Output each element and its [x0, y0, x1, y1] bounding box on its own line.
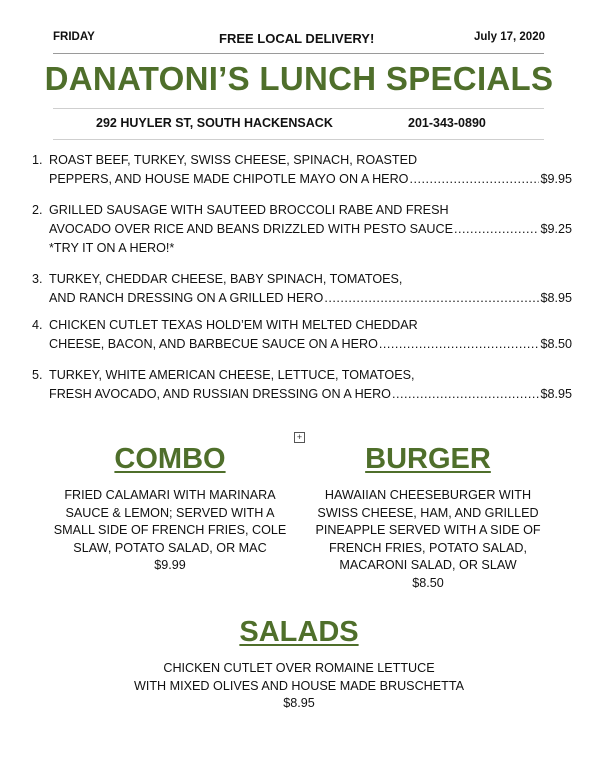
divider-top	[53, 53, 544, 54]
salads-line: WITH MIXED OLIVES AND HOUSE MADE BRUSCHETTA	[133, 678, 465, 693]
combo-price: $9.99	[154, 558, 186, 572]
divider-address-top	[53, 108, 544, 109]
address: 292 HUYLER ST, SOUTH HACKENSACK	[96, 116, 333, 130]
dot-leader	[409, 170, 539, 189]
special-number: 3.	[32, 272, 43, 286]
special-line: CHICKEN CUTLET TEXAS HOLD’EM WITH MELTED CHEDDAR	[49, 318, 418, 332]
special-number: 1.	[32, 153, 43, 167]
salads-line: CHICKEN CUTLET OVER ROMAINE LETTUCE	[163, 661, 435, 675]
dot-leader	[392, 385, 540, 404]
special-item-5	[32, 366, 572, 404]
special-price: $9.25	[540, 222, 572, 236]
burger-line: PINEAPPLE SERVED WITH A SIDE OF	[315, 523, 541, 537]
combo-line: FRIED CALAMARI WITH MARINARA	[64, 488, 276, 502]
special-line: ROAST BEEF, TURKEY, SWISS CHEESE, SPINACH, ROASTED	[49, 153, 418, 167]
burger-title: BURGER	[365, 443, 491, 475]
special-item-4	[32, 316, 572, 354]
special-note: *TRY IT ON A HERO!*	[49, 241, 175, 255]
special-number: 4.	[32, 318, 43, 332]
dot-leader	[454, 220, 539, 239]
combo-description	[52, 487, 288, 575]
date-label: July 17, 2020	[474, 31, 545, 43]
burger-line: SWISS CHEESE, HAM, AND GRILLED	[317, 505, 539, 520]
special-item-1	[32, 151, 572, 189]
page-title: DANATONI’S LUNCH SPECIALS	[44, 60, 554, 97]
phone-number: 201-343-0890	[408, 116, 486, 130]
salads-price: $8.95	[283, 696, 315, 710]
special-line: GRILLED SAUSAGE WITH SAUTEED BROCCOLI RABE AND FRESH	[49, 203, 449, 217]
delivery-notice: FREE LOCAL DELIVERY!	[219, 31, 375, 46]
special-number: 2.	[32, 203, 43, 217]
day-label: FRIDAY	[53, 31, 95, 43]
special-price: $9.95	[540, 172, 572, 186]
special-price: $8.95	[540, 387, 572, 401]
special-line: AVOCADO OVER RICE AND BEANS DRIZZLED WITH PESTO SAUCE	[49, 222, 454, 236]
special-number: 5.	[32, 368, 43, 382]
special-line: PEPPERS, AND HOUSE MADE CHIPOTLE MAYO ON A HERO	[49, 172, 409, 186]
special-line: TURKEY, CHEDDAR CHEESE, BABY SPINACH, TOMATOES,	[49, 272, 403, 286]
special-price: $8.50	[540, 337, 572, 351]
combo-line: SAUCE & LEMON; SERVED WITH A	[65, 505, 275, 520]
combo-line: SMALL SIDE OF FRENCH FRIES, COLE	[53, 523, 287, 537]
top-bar	[0, 31, 598, 49]
combo-title: COMBO	[114, 443, 226, 475]
special-line: TURKEY, WHITE AMERICAN CHEESE, LETTUCE, TOMATOES,	[49, 368, 415, 382]
burger-line: FRENCH FRIES, POTATO SALAD,	[328, 540, 528, 555]
special-line: CHEESE, BACON, AND BARBECUE SAUCE ON A HERO	[49, 337, 378, 351]
dot-leader	[324, 289, 539, 308]
dot-leader	[379, 335, 540, 354]
plus-box-icon[interactable]: +	[294, 432, 305, 443]
special-item-3	[32, 270, 572, 308]
specials-list	[32, 151, 572, 416]
divider-address-bottom	[53, 139, 544, 140]
burger-line: HAWAIIAN CHEESEBURGER WITH	[324, 488, 532, 502]
special-line: FRESH AVOCADO, AND RUSSIAN DRESSING ON A HERO	[49, 387, 391, 401]
salads-title: SALADS	[239, 616, 359, 648]
special-price: $8.95	[540, 291, 572, 305]
special-line: AND RANCH DRESSING ON A GRILLED HERO	[49, 291, 324, 305]
special-item-2	[32, 201, 572, 258]
burger-price: $8.50	[412, 575, 444, 590]
salads-description	[0, 660, 598, 713]
burger-description	[305, 487, 551, 592]
combo-line: SLAW, POTATO SALAD, OR MAC	[73, 540, 267, 555]
burger-line: MACARONI SALAD, OR SLAW	[339, 558, 517, 572]
